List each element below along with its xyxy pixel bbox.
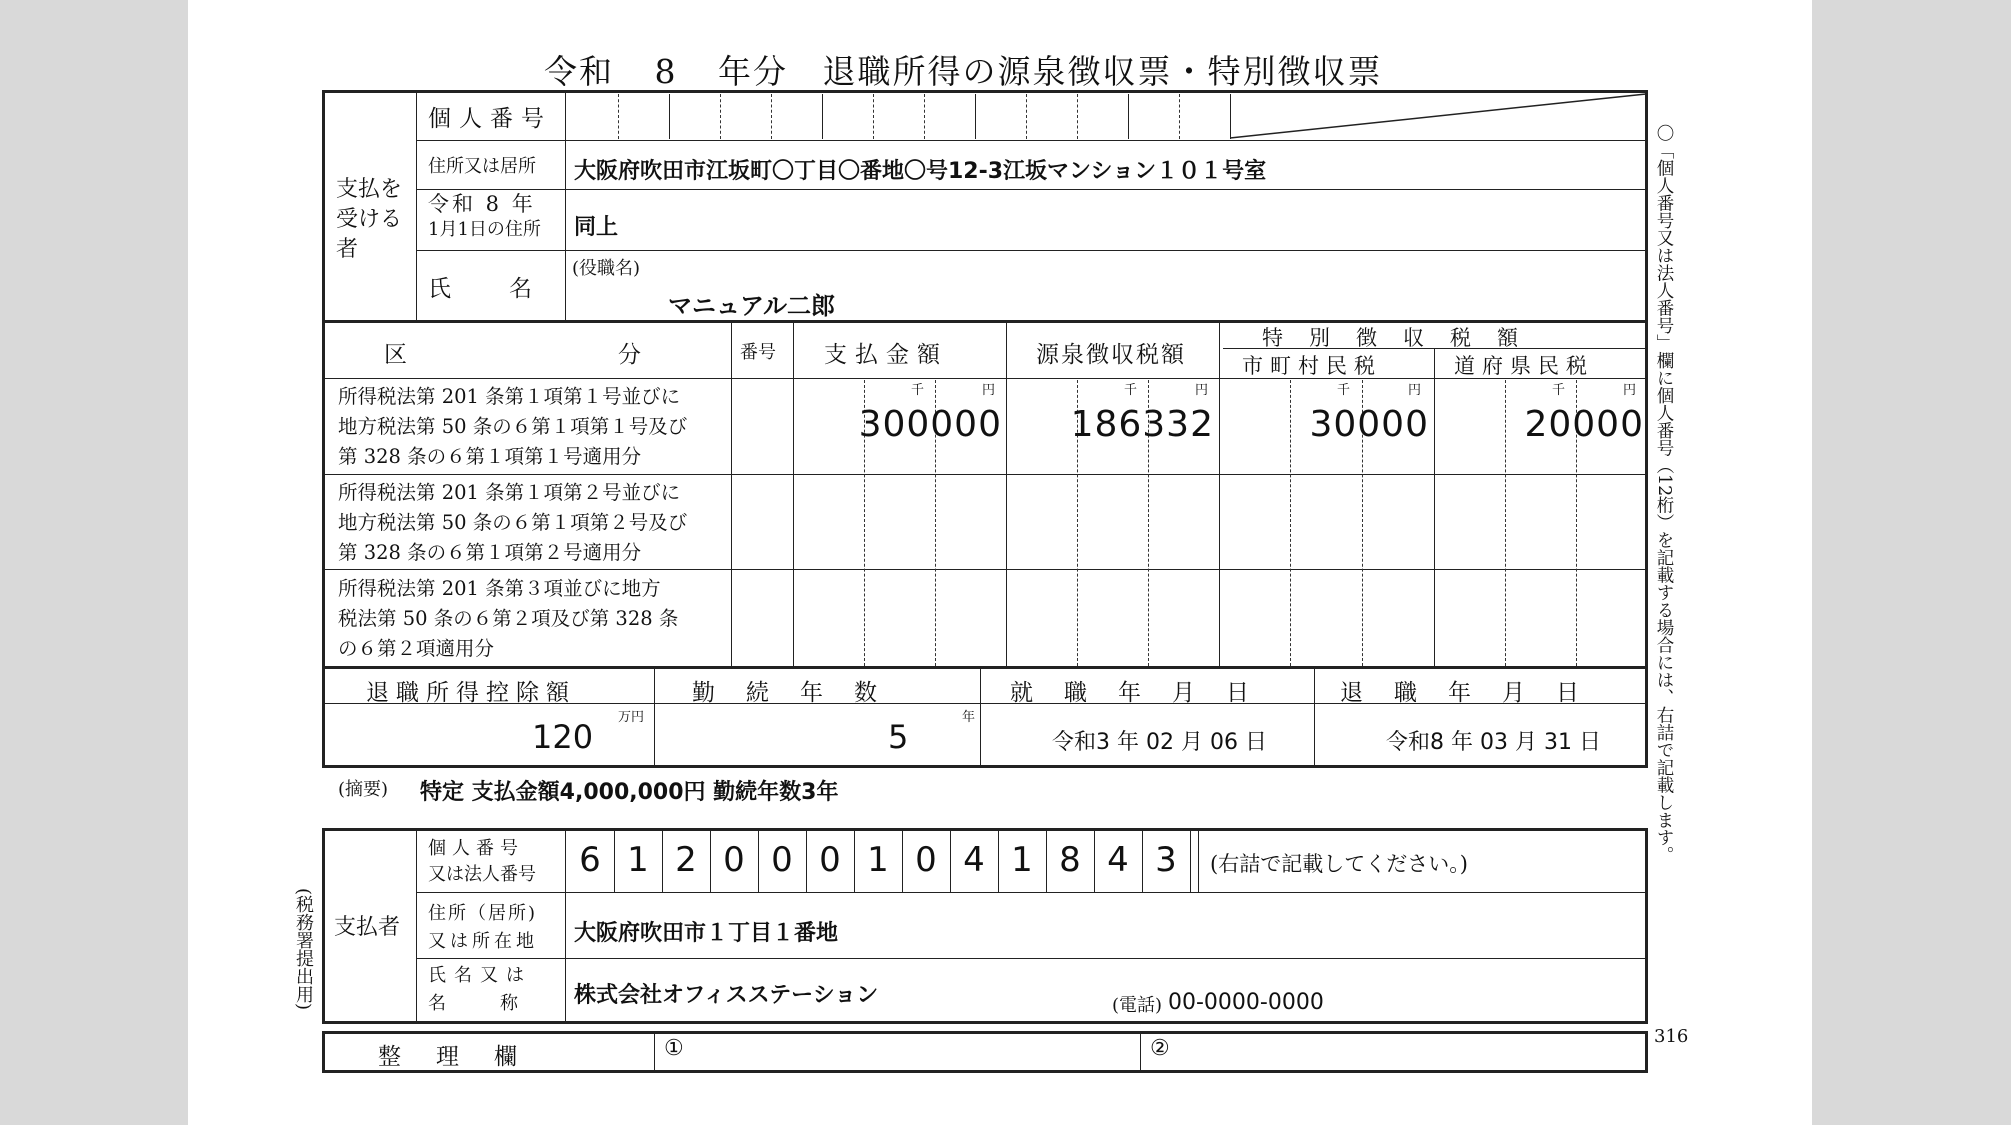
payer-name-label: 氏名又は 名 称 [428,965,532,1014]
unit-yen: 円 [982,383,996,398]
header-category: 区 分 [384,342,644,368]
mynumber-diagonal [1230,92,1648,140]
deduction-value[interactable]: 120 [532,718,594,756]
hire-date-label: 就職年月日 [1010,680,1280,706]
unit-yen: 円 [1623,383,1637,398]
years-value[interactable]: 5 [888,718,909,756]
title-year: 8 [654,52,678,91]
mynumber-label: 個人番号 [428,106,552,132]
seiri-mark-2[interactable]: ② [1150,1036,1170,1061]
retire-date-label: 退職年月日 [1340,680,1610,706]
deduction-label: 退職所得控除額 [366,680,576,706]
deduction-unit: 万円 [618,710,645,725]
jan1-label: 令和 8 年 1月1日の住所 [428,192,541,240]
right-vertical-note: 〇「個人番号又は法人番号」欄に個人番号（12桁）を記載する場合には、右詰で記載します。 [1654,124,1674,864]
remarks-value[interactable]: 特定 支払金額4,000,000円 勤続年数3年 [420,780,839,805]
seiri-mark-1[interactable]: ① [664,1036,684,1061]
left-vertical-note: (税務署提出用) [293,888,314,1011]
recipient-section-label: 支払を受ける者 [336,177,403,262]
seiri-label: 整 理 欄 [378,1044,523,1070]
payer-address-label: 住所（居所) 又は所在地 [428,903,538,952]
years-label: 勤続年数 [692,680,908,706]
header-withholding: 源泉徴収税額 [1036,342,1186,368]
row-1-category: 所得税法第 201 条第１項第１号並びに 地方税法第 50 条の６第１項第１号及び 第 328 条の６第１項第１号適用分 [338,385,688,468]
header-prefectural: 道府県民税 [1454,354,1594,378]
unit-yen: 円 [1408,383,1422,398]
title-era: 令和 [544,52,614,91]
form-paper [188,0,1812,1125]
payer-section-label: 支払者 [334,915,401,940]
title-suffix: 年分 [718,52,788,91]
years-unit: 年 [962,710,976,725]
unit-yen: 円 [1195,383,1209,398]
row-2-category: 所得税法第 201 条第１項第２号並びに 地方税法第 50 条の６第１項第２号及び 第 328 条の６第１項第２号適用分 [338,481,688,564]
withholding-amount[interactable]: 186332 [1070,404,1214,445]
form-title [544,46,1383,93]
retire-date-value[interactable]: 令和8 年 03 月 31 日 [1386,730,1601,755]
payer-number-note: (右詰で記載してください。) [1210,852,1468,876]
unit-thousand: 千 [1124,383,1138,398]
recipient-name-value[interactable]: マニュアル二郎 [668,292,836,320]
municipal-tax-amount[interactable]: 30000 [1309,404,1429,445]
title-hint: (役職名) [572,258,641,279]
phone-label: (電話) [1112,995,1163,1016]
header-municipal: 市町村民税 [1242,354,1382,378]
address-label: 住所又は居所 [428,156,536,177]
hire-date-value[interactable]: 令和3 年 02 月 06 日 [1052,730,1267,755]
phone-value[interactable]: 00-0000-0000 [1168,990,1324,1015]
header-number: 番号 [740,342,776,363]
prefectural-tax-amount[interactable]: 20000 [1524,404,1644,445]
payer-address-value[interactable]: 大阪府吹田市１丁目１番地 [574,921,839,946]
payer-name-value[interactable]: 株式会社オフィスステーション [574,983,879,1008]
unit-thousand: 千 [1552,383,1566,398]
form-code: 316 [1654,1026,1689,1047]
header-special: 特別徴収税額 [1262,326,1544,350]
row-3-category: 所得税法第 201 条第３項並びに地方 税法第 50 条の６第２項及び第 328 条 の６第２項適用分 [338,577,679,660]
name-label: 氏 名 [428,276,536,302]
unit-thousand: 千 [1337,383,1351,398]
payer-digits: 6 1 2 0 0 0 1 0 4 1 8 4 3 [579,840,1177,880]
header-payment: 支払金額 [824,342,948,368]
remarks-label: (摘要) [338,779,389,800]
unit-thousand: 千 [911,383,925,398]
payer-number-label: 個人番号 又は法人番号 [428,838,536,885]
title-name: 退職所得の源泉徴収票・特別徴収票 [822,52,1383,91]
payment-amount[interactable]: 300000 [858,404,1002,445]
jan1-address-value[interactable]: 同上 [574,215,619,240]
address-value[interactable]: 大阪府吹田市江坂町〇丁目〇番地〇号12-3江坂マンション１０１号室 [574,159,1267,184]
